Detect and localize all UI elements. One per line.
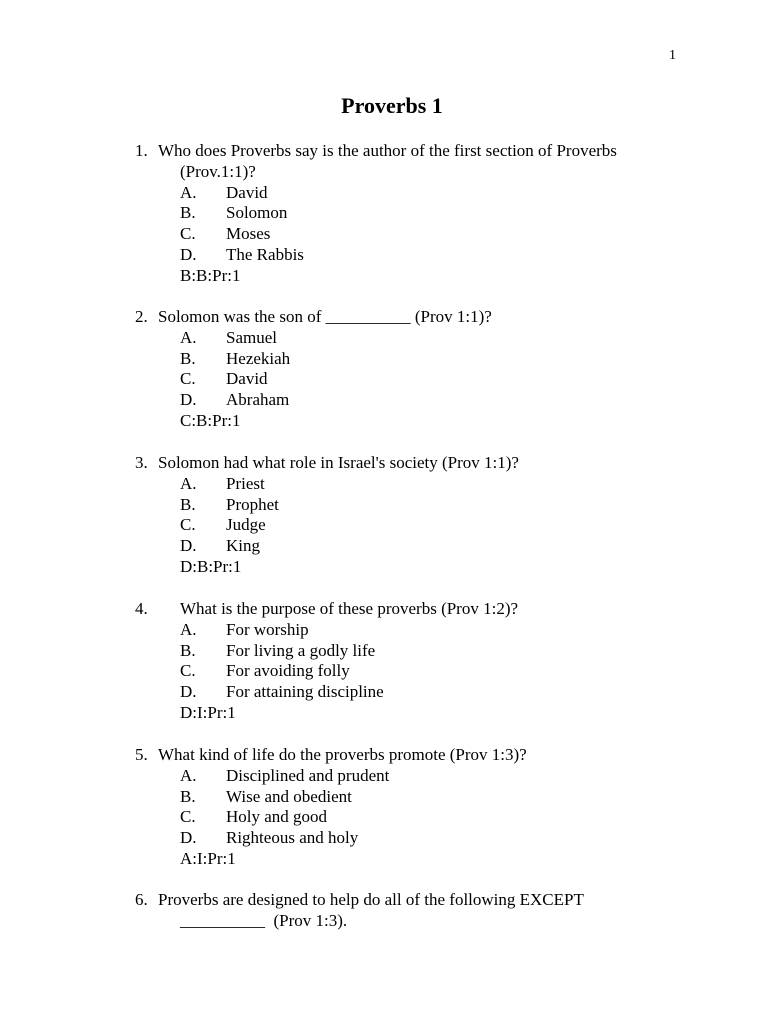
question-number: 3. [135, 453, 148, 472]
option-letter: B. [180, 786, 196, 806]
option-letter: D. [180, 536, 197, 556]
option-b [135, 641, 695, 662]
option-c [135, 224, 695, 245]
option-letter: C. [180, 661, 196, 681]
option-text: Moses [226, 224, 271, 244]
option-a [135, 474, 695, 495]
option-d [135, 828, 695, 849]
option-letter: A. [180, 182, 197, 202]
question-text [135, 890, 695, 911]
question-stem: Solomon had what role in Israel's society (Prov 1:1)? [158, 453, 519, 472]
option-text: Priest [226, 473, 265, 493]
answer-code: D:I:Pr:1 [180, 702, 236, 722]
question-text-continued: __________ (Prov 1:3). [180, 910, 348, 930]
question-number: 6. [135, 890, 148, 909]
option-d [135, 245, 695, 266]
question-text-continued: (Prov.1:1)? [180, 161, 256, 181]
option-b [135, 495, 695, 516]
answer-code: C:B:Pr:1 [180, 410, 241, 430]
option-text: Solomon [226, 203, 288, 223]
option-text: Disciplined and prudent [226, 765, 390, 785]
option-text: Hezekiah [226, 348, 291, 368]
question-number: 5. [135, 745, 148, 764]
question-stem: What is the purpose of these proverbs (Prov 1:2)? [180, 599, 519, 618]
question-text [135, 307, 695, 328]
question-6 [135, 890, 695, 932]
option-letter: A. [180, 765, 197, 785]
option-b [135, 787, 695, 808]
answer-code: B:B:Pr:1 [180, 265, 241, 285]
option-text: Wise and obedient [226, 786, 352, 806]
question-3 [135, 453, 695, 578]
option-letter: B. [180, 348, 196, 368]
question-text [135, 599, 695, 620]
question-number: 1. [135, 141, 148, 160]
question-stem: Proverbs are designed to help do all of the following EXCEPT [158, 890, 584, 909]
option-text: Prophet [226, 494, 279, 514]
answer-code: A:I:Pr:1 [180, 848, 236, 868]
option-letter: C. [180, 224, 196, 244]
question-number: 2. [135, 307, 148, 326]
question-4 [135, 599, 695, 724]
option-text: For worship [226, 619, 309, 639]
question-text [135, 141, 695, 162]
question-stem: What kind of life do the proverbs promote (Prov 1:3)? [158, 745, 527, 764]
option-c [135, 807, 695, 828]
page-number: 1 [669, 48, 676, 63]
option-text: King [226, 536, 260, 556]
option-d [135, 682, 695, 703]
question-1 [135, 141, 695, 287]
question-text [135, 453, 695, 474]
question-number: 4. [135, 599, 148, 618]
option-c [135, 661, 695, 682]
option-text: The Rabbis [226, 244, 304, 264]
option-b [135, 349, 695, 370]
option-letter: D. [180, 828, 197, 848]
option-letter: D. [180, 682, 197, 702]
option-text: Judge [226, 515, 266, 535]
option-c [135, 515, 695, 536]
option-letter: B. [180, 494, 196, 514]
option-letter: D. [180, 244, 197, 264]
option-b [135, 203, 695, 224]
option-text: For attaining discipline [226, 682, 384, 702]
option-letter: C. [180, 807, 196, 827]
option-letter: C. [180, 515, 196, 535]
option-text: Righteous and holy [226, 828, 359, 848]
option-text: For living a godly life [226, 640, 376, 660]
option-a [135, 620, 695, 641]
option-letter: B. [180, 640, 196, 660]
option-a [135, 183, 695, 204]
option-text: Holy and good [226, 807, 328, 827]
option-a [135, 766, 695, 787]
option-letter: C. [180, 369, 196, 389]
option-letter: D. [180, 390, 197, 410]
question-text [135, 745, 695, 766]
option-a [135, 328, 695, 349]
option-text: David [226, 369, 268, 389]
answer-code: D:B:Pr:1 [180, 556, 242, 576]
option-d [135, 536, 695, 557]
page-title: Proverbs 1 [341, 93, 443, 118]
option-text: Samuel [226, 327, 277, 347]
option-letter: A. [180, 619, 197, 639]
option-d [135, 390, 695, 411]
option-text: David [226, 182, 268, 202]
question-stem: Who does Proverbs say is the author of the first section of Proverbs [158, 141, 617, 160]
option-letter: A. [180, 473, 197, 493]
option-letter: B. [180, 203, 196, 223]
question-2 [135, 307, 695, 432]
question-stem: Solomon was the son of __________ (Prov 1:1)? [158, 307, 492, 326]
question-5 [135, 745, 695, 870]
option-letter: A. [180, 327, 197, 347]
option-text: For avoiding folly [226, 661, 350, 681]
option-text: Abraham [226, 390, 290, 410]
option-c [135, 369, 695, 390]
